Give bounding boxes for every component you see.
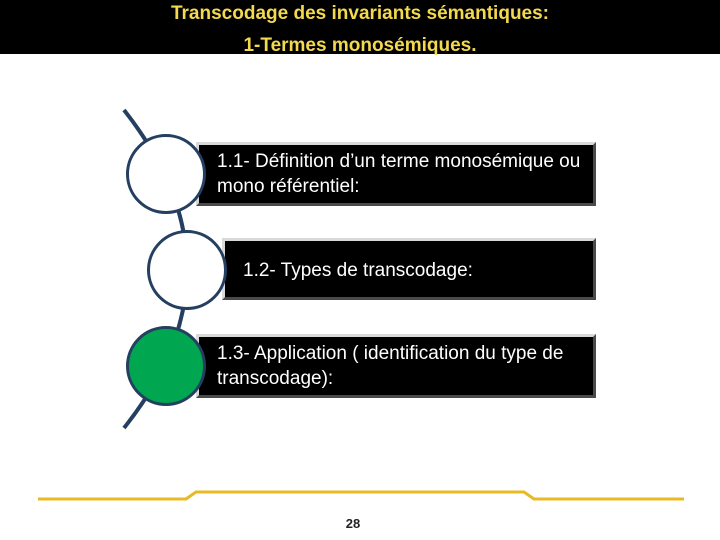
- slide-subtitle: 1-Termes monosémiques.: [243, 35, 477, 56]
- footer-divider: [0, 480, 720, 520]
- list-item-definition: [196, 142, 596, 206]
- list-item-label: 1.2- Types de transcodage:: [243, 260, 473, 281]
- slide-title: Transcodage des invariants sémantiques:: [170, 3, 550, 24]
- list-item-types: [222, 238, 596, 300]
- bullet-circle: [147, 230, 227, 310]
- list-item-application: [196, 334, 596, 398]
- bullet-circle: [126, 134, 206, 214]
- page-number: 28: [345, 516, 361, 531]
- list-item-label: 1.1- Définition d’un terme monosémique ou mono référentiel:: [217, 151, 581, 197]
- bullet-circle-active: [126, 326, 206, 406]
- list-item-label: 1.3- Application ( identification du type de transcodage):: [217, 343, 564, 389]
